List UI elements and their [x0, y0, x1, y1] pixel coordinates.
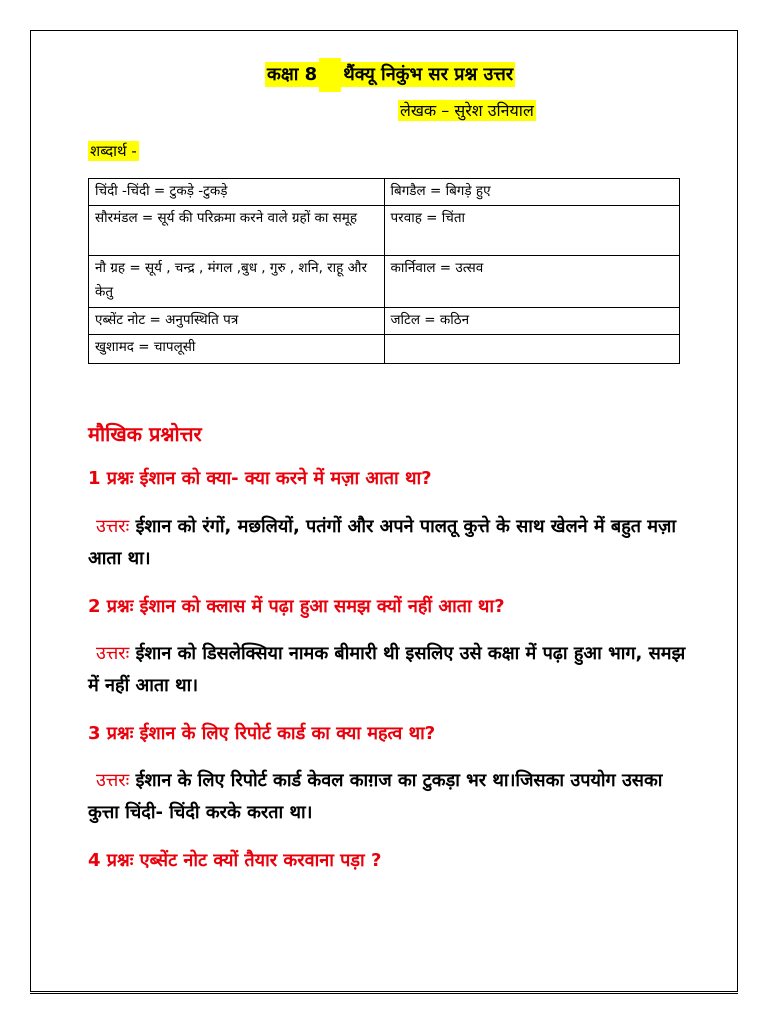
- table-row: [89, 206, 680, 256]
- table-cell: खुशामद = चापलूसी: [89, 335, 385, 364]
- table-row: [89, 335, 680, 364]
- page-border-bottom-line: [30, 993, 738, 994]
- oral-qa-heading: मौखिक प्रश्नोत्तर: [88, 422, 202, 446]
- table-cell: परवाह = चिंता: [384, 206, 680, 256]
- vocabulary-heading-block: [88, 139, 139, 163]
- answer-text: ईशान को रंगों, मछलियों, पतंगों और अपने पालतू कुत्ते के साथ खेलने में बहुत मज़ा आता था।: [88, 516, 677, 569]
- answer-label: उत्तरः: [96, 516, 130, 537]
- author-name: लेखक – सुरेश उनियाल: [400, 101, 534, 120]
- table-cell: कार्निवाल = उत्सव: [384, 256, 680, 308]
- vocabulary-heading: शब्दार्थ -: [90, 142, 137, 160]
- title-gap: [319, 58, 341, 92]
- table-row: [89, 308, 680, 335]
- table-row: [89, 179, 680, 206]
- table-cell: बिगडैल = बिगड़े हुए: [384, 179, 680, 206]
- table-cell: जटिल = कठिन: [384, 308, 680, 335]
- question-2: 2 प्रश्नः ईशान को क्लास में पढ़ा हुआ समझ क्यों नहीं आता था?: [88, 596, 505, 617]
- author-line: [398, 98, 536, 124]
- answer-1: [88, 511, 688, 575]
- class-label: कक्षा 8: [267, 64, 318, 85]
- page-title: [265, 58, 515, 92]
- question-3: 3 प्रश्नः ईशान के लिए रिपोर्ट कार्ड का क्या महत्व था?: [88, 723, 436, 744]
- question-1: 1 प्रश्नः ईशान को क्या- क्या करने में मज़ा आता था?: [88, 468, 432, 489]
- answer-text: ईशान के लिए रिपोर्ट कार्ड केवल काग़ज का टुकड़ा भर था।जिसका उपयोग उसका कुत्ता चिंदी- चिंदी करके करता था।: [88, 770, 663, 823]
- table-cell: नौ ग्रह = सूर्य , चन्द्र , मंगल ,बुध , गुरु , शनि, राहू और केतु: [89, 256, 385, 308]
- question-4: 4 प्रश्नः एब्सेंट नोट क्यों तैयार करवाना पड़ा ?: [88, 850, 382, 871]
- vocabulary-table: [88, 178, 680, 364]
- chapter-title: थैंक्यू निकुंभ सर प्रश्न उत्तर: [343, 64, 514, 85]
- table-cell: [384, 335, 680, 364]
- answer-label: उत्तरः: [96, 770, 130, 791]
- table-cell: एब्सेंट नोट = अनुपस्थिति पत्र: [89, 308, 385, 335]
- table-cell: चिंदी -चिंदी = टुकड़े -टुकड़े: [89, 179, 385, 206]
- answer-label: उत्तरः: [96, 643, 130, 664]
- answer-text: ईशान को डिसलेक्सिया नामक बीमारी थी इसलिए उसे कक्षा में पढ़ा हुआ भाग, समझ में नहीं आता था।: [88, 643, 686, 696]
- answer-2: [88, 638, 688, 702]
- table-cell: सौरमंडल = सूर्य की परिक्रमा करने वाले ग्रहों का समूह: [89, 206, 385, 256]
- answer-3: [88, 765, 688, 829]
- table-row: [89, 256, 680, 308]
